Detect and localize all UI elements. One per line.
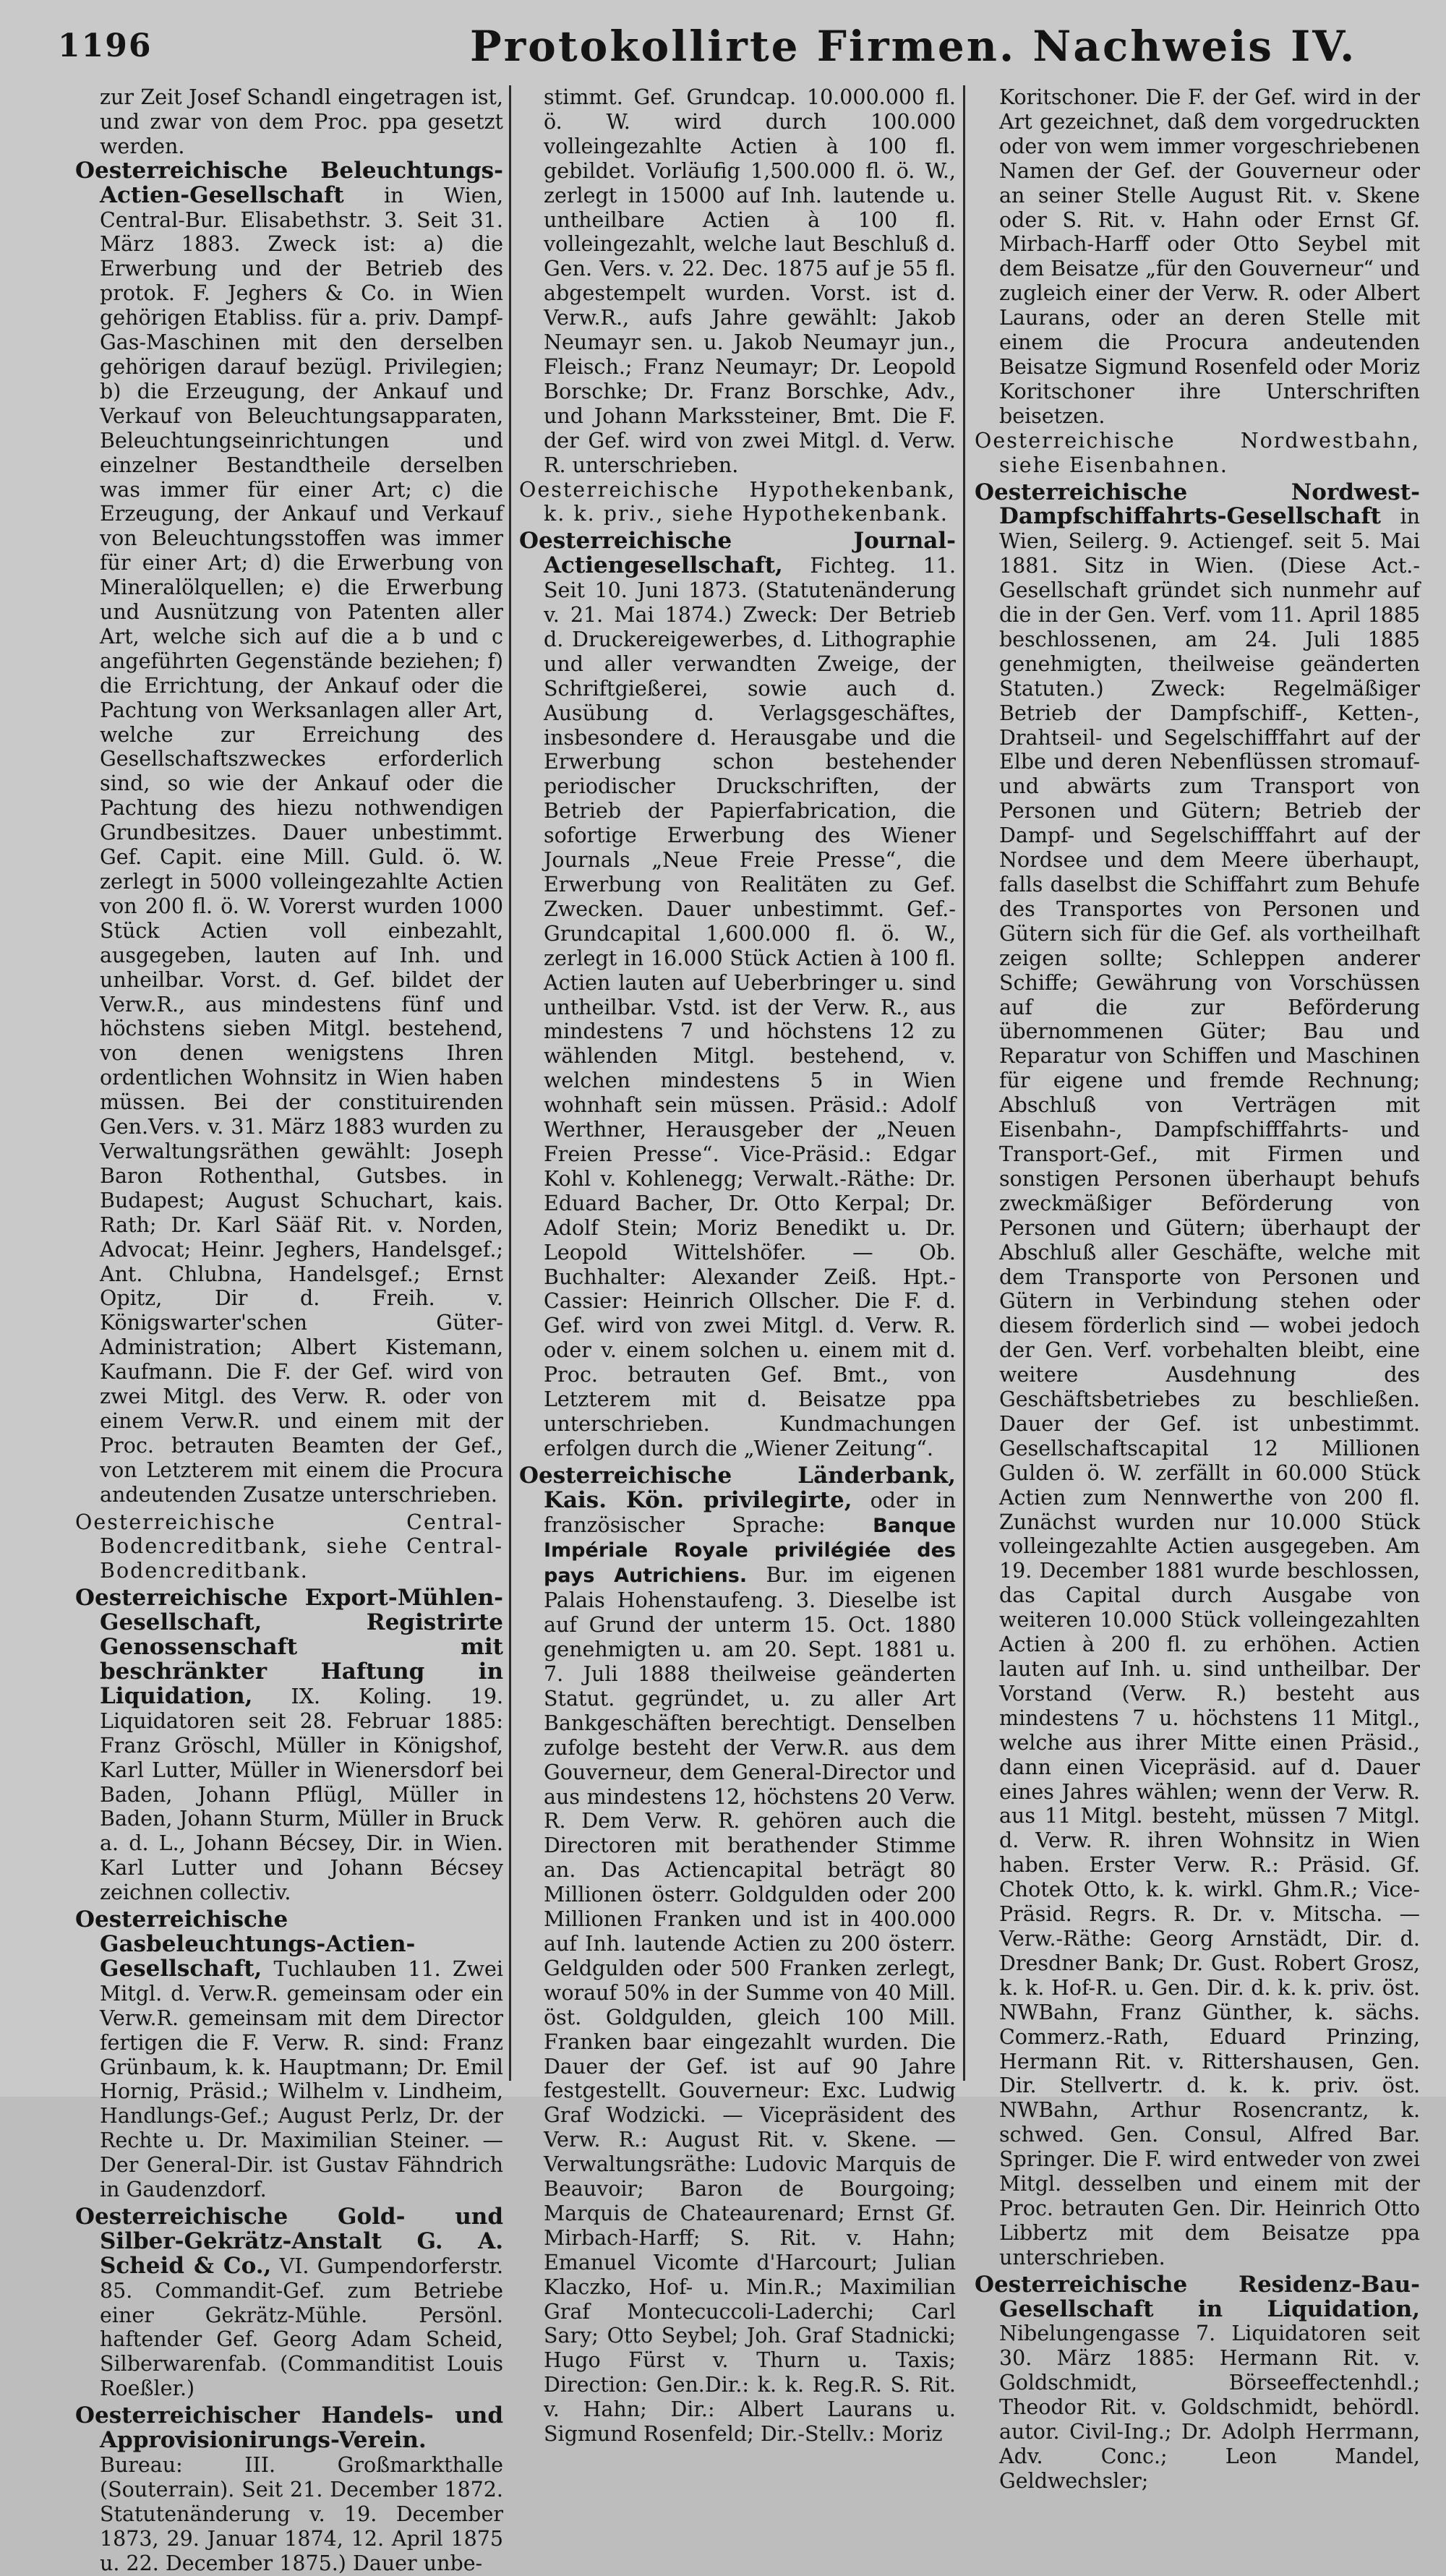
running-title: Protokollirte Firmen. Nachweis IV. <box>470 22 1357 71</box>
entry-heading: Oesterreichische Export-Mühlen-Gesellschaft, Registrirte Genossenschaft mit beschränkter Haftung in Liquidation, <box>75 1585 503 1709</box>
entry-central-bodencreditbank: Oesterreichische Central-Bodencreditbank, siehe Central-Bodencreditbank. <box>75 1510 503 1583</box>
entry-heading: Oesterreichische Residenz-Bau-Gesellschaft in Liquidation, <box>975 2271 1420 2322</box>
entry-residenz-bau-gesellschaft <box>975 2273 1420 2494</box>
column-2 <box>519 85 957 2447</box>
entry-heading: Oesterreichische Gasbeleuchtungs-Actien-Gesellschaft, <box>75 1907 416 1982</box>
entry-heading: Oesterreichische Nordwest-Dampfschiffahrts-Gesellschaft <box>975 479 1420 530</box>
column-rule-right <box>963 85 965 2081</box>
continued-text: Koritschoner. Die F. der Gef. wird in der Art gezeichnet, daß dem vorgedruckten oder von wem immer vorgeschriebenen Namen der Gef. der Gouverneur oder an seiner Stelle August Rit. v. Skene oder S. Rit. v. Hahn oder Ernst Gf. Mirbach-Harff oder Otto Seybel mit dem Beisatze „für den Gouverneur“ und zugleich einer der Verw. R. oder Albert Laurans, oder an deren Stelle mit einem die Procura andeutenden Beisatze Sigmund Rosenfeld oder Moriz Koritschoner ihre Unterschriften beisetzen. <box>999 85 1420 428</box>
entry-subtext: oder in französischer Sprache: <box>544 1488 957 1537</box>
entry-heading: Oesterreichischer Handels- und Approvisionirungs-Verein. <box>75 2402 503 2454</box>
entry-heading: Oesterreichische Beleuchtungs-Actien-Gesellschaft <box>75 157 503 208</box>
entry-heading: Oesterreichische Länderbank, Kais. Kön. privilegirte, <box>519 1462 956 1513</box>
entry-handels-approvisionirungs-verein <box>75 2404 503 2575</box>
entry-nordwest-dampfschiffahrts-gesellschaft <box>975 481 1420 2270</box>
entry-nordwestbahn: Oesterreichische Nordwestbahn, siehe Eisenbahnen. <box>975 428 1420 477</box>
page-header <box>51 22 1424 80</box>
entry-french-name: Banque Impériale Royale privilégiée des pays Autrichiens. <box>544 1514 957 1588</box>
entry-gasbeleuchtungs-actien-gesellschaft <box>75 1908 503 2202</box>
entry-text: Fichteg. 11. Seit 10. Juni 1873. (Statutenänderung v. 21. Mai 1874.) Zweck: Der Betrieb d. Druckereigewerbes, d. Lithographie und aller verwandten Zweige, der Schriftgießerei, sowie auch d. Ausübung d. Verlagsgeschäftes, insbesondere d. Herausgabe und die Erwerbung schon bestehender periodischer Druckschriften, der Betrieb der Papierfabrication, die sofortige Erwerbung des Wiener Journals „Neue Freie Presse“, die Erwerbung von Realitäten zu Gef. Zwecken. Dauer unbestimmt. Gef.-Grundcapital 1,600.000 fl. ö. W., zerlegt in 16.000 Stück Actien à 100 fl. Actien lauten auf Ueberbringer u. sind untheilbar. Vstd. ist der Verw. R., aus mindestens 7 und höchstens 12 zu wählenden Mitgl. bestehend, v. welchen mindestens 5 in Wien wohnhaft sein müssen. Präsid.: Adolf Werthner, Herausgeber der „Neuen Freien Presse“. Vice-Präsid.: Edgar Kohl v. Kohlenegg; Verwalt.-Räthe: Dr. Eduard Bacher, Dr. Otto Kerpal; Dr. Adolf Stein; Moriz Benedikt u. Dr. Leopold Wittelshöfer. — Ob. Buchhalter: Alexander Zeiß. Hpt.-Cassier: Heinrich Ollscher. Die F. d. Gef. wird von zwei Mitgl. d. Verw. R. oder v. einem solchen u. einem mit d. Proc. betrauten Gef. Bmt., von Letzterem mit d. Beisatze ppa unterschrieben. Kundmachungen erfolgen durch die „Wiener Zeitung“. <box>544 554 957 1460</box>
entry-text: Nibelungengasse 7. Liquidatoren seit 30. März 1885: Hermann Rit. v. Goldschmidt, Börseeffectenhdl.; Theodor Rit. v. Goldschmidt, behördl. autor. Civil-Ing.; Dr. Adolph Herrmann, Adv. Conc.; Leon Mandel, Geldwechsler; <box>999 2322 1420 2493</box>
entry-text: Tuchlauben 11. Zwei Mitgl. d. Verw.R. gemeinsam oder ein Verw.R. gemeinsam mit dem Director fertigen die F. Verw. R. sind: Franz Grünbaum, k. k. Hauptmann; Dr. Emil Hornig, Präsid.; Wilhelm v. Lindheim, Handlungs-Gef.; August Perlz, Dr. der Rechte u. Dr. Maximilian Steiner. — Der General-Dir. ist Gustav Fähndrich in Gaudenzdorf. <box>100 1956 503 2202</box>
entry-text: Bur. im eigenen Palais Hohenstaufeng. 3. Dieselbe ist auf Grund der unterm 15. Oct. 1880 genehmigten u. am 20. Sept. 1881 u. 7. Juli 1888 theilweise geänderten Statut. gegründet, u. zu aller Art Bankgeschäften berechtigt. Denselben zufolge besteht der Verw.R. aus dem Gouverneur, dem General-Director und aus mindestens 12, höchstens 20 Verw. R. Dem Verw. R. gehören auch die Directoren mit berathender Stimme an. Das Actiencapital beträgt 80 Millionen österr. Goldgulden oder 200 Millionen Franken und ist in 400.000 auf Inh. lautende Actien zu 200 österr. Geldgulden oder 500 Franken zerlegt, worauf 50% in der Summe von 40 Mill. öst. Goldgulden, gleich 100 Mill. Franken baar eingezahlt wurden. Die Dauer der Gef. ist auf 90 Jahre festgestellt. Gouverneur: Exc. Ludwig Graf Wodzicki. — Vicepräsident des Verw. R.: August Rit. v. Skene. — Verwaltungsräthe: Ludovic Marquis de Beauvoir; Baron de Bourgoing; Marquis de Chateaurenard; Ernst Gf. Mirbach-Harff; S. Rit. v. Hahn; Emanuel Vicomte d'Harcourt; Julian Klaczko, Hof- u. Min.R.; Maximilian Graf Montecuccoli-Laderchi; Carl Sary; Otto Seybel; Joh. Graf Stadnicki; Hugo Fürst v. Thurn u. Taxis; Direction: Gen.Dir.: k. k. Reg.R. S. Rit. v. Hahn; Dir.: Albert Laurans u. Sigmund Rosenfeld; Dir.-Stellv.: Moriz <box>544 1563 957 2447</box>
entry-gold-silber-gekraetz-anstalt <box>75 2205 503 2401</box>
entry-heading: Oesterreichische Journal-Actiengesellschaft, <box>519 528 956 579</box>
entry-export-muehlen-gesellschaft <box>75 1586 503 1905</box>
entry-journal-actiengesellschaft <box>519 529 956 1460</box>
entry-text: in Wien, Central-Bur. Elisabethstr. 3. Seit 31. März 1883. Zweck ist: a) die Erwerbung und der Betrieb des protok. F. Jeghers & Co. in Wien gehörigen Etabliss. für a. priv. Dampf-Gas-Maschinen mit den derselben gehörigen darauf bezügl. Privilegien; b) die Erzeugung, der Ankauf und Verkauf von Beleuchtungsapparaten, Beleuchtungseinrichtungen und einzelner Bestandtheile derselben was immer für einer Art; c) die Erzeugung, der Ankauf und Verkauf von Beleuchtungsstoffen was immer für einer Art; d) die Erwerbung von Mineralölquellen; e) die Erwerbung und Ausnützung von Patenten aller Art, welche sich auf die a b und c angeführten Gegenstände beziehen; f) die Errichtung, der Ankauf oder die Pachtung von Werksanlagen aller Art, welche zur Erreichung des Gesellschaftszweckes erforderlich sind, so wie der Ankauf oder die Pachtung des hiezu nothwendigen Grundbesitzes. Dauer unbestimmt. Gef. Capit. eine Mill. Guld. ö. W. zerlegt in 5000 volleingezahlte Actien von 200 fl. ö. W. Vorerst wurden 1000 Stück Actien voll einbezahlt, ausgegeben, lauten auf Inh. und unheilbar. Vorst. d. Gef. bildet der Verw.R., aus mindestens fünf und höchstens sieben Mitgl. bestehend, von denen wenigstens Ihren ordentlichen Wohnsitz in Wien haben müssen. Bei der constituirenden Gen.Vers. v. 31. März 1883 wurden zu Verwaltungsräthen gewählt: Joseph Baron Rothenthal, Gutsbes. in Budapest; August Schuchart, kais. Rath; Dr. Karl Sääf Rit. v. Norden, Advocat; Heinr. Jeghers, Handelsgef.; Ant. Chlubna, Handelsgef.; Ernst Opitz, Dir d. Freih. v. Königswarter'schen Güter-Administration; Albert Kistemann, Kaufmann. Die F. der Gef. wird von zwei Mitgl. des Verw. R. oder von einem Verw.R. und einem mit der Proc. betrauten Beamten der Gef., von Letzterem mit einem die Procura andeutenden Zusatze unterschrieben. <box>100 183 503 1507</box>
entry-text: Bureau: III. Großmarkthalle (Souterrain). Seit 21. December 1872. Statutenänderung v. 19. December 1873, 29. Januar 1874, 12. April 1875 u. 22. December 1875.) Dauer unbe- <box>100 2453 503 2575</box>
page-number: 1196 <box>58 27 153 64</box>
entry-text: in Wien, Seilerg. 9. Actiengef. seit 5. Mai 1881. Sitz in Wien. (Diese Act.-Gesellschaft gründet sich nunmehr auf die in der Gen. Verf. vom 11. April 1885 beschlossenen, am 24. Juli 1885 genehmigten, theilweise geänderten Statuten.) Zweck: Regelmäßiger Betrieb der Dampfschiff-, Ketten-, Drahtseil- und Segelschifffahrt auf der Elbe und deren Nebenflüssen stromauf- und abwärts zum Transport von Personen und Gütern; Betrieb der Dampf- und Segelschifffahrt auf der Nordsee und dem Meere überhaupt, falls daselbst die Schiffahrt zum Behufe des Transportes von Personen und Gütern sich für die Gef. als vortheilhaft zeigen sollte; Schleppen anderer Schiffe; Gewährung von Vorschüssen auf die zur Beförderung übernommenen Güter; Bau und Reparatur von Schiffen und Maschinen für eigene und fremde Rechnung; Abschluß von Verträgen mit Eisenbahn-, Dampfschifffahrts- und Transport-Gef., mit Firmen und sonstigen Personen überhaupt behufs zweckmäßiger Beförderung von Personen und Gütern; überhaupt der Abschluß aller Geschäfte, welche mit dem Transporte von Personen und Gütern in Verbindung stehen oder diesem förderlich sind — wobei jedoch der Gen. Verf. vorbehalten bleibt, eine weitere Ausdehnung des Geschäftsbetriebes zu beschließen. Dauer der Gef. ist unbestimmt. Gesellschaftscapital 12 Millionen Gulden ö. W. zerfällt in 60.000 Stück Actien zum Nennwerthe von 200 fl. Zunächst wurden nur 10.000 Stück volleingezahlte Actien ausgegeben. Am 19. December 1881 wurde beschlossen, das Capital durch Ausgabe von weiteren 10.000 Stück volleingezahlten Actien à 200 fl. zu erhöhen. Actien lauten auf Inh. u. sind untheilbar. Der Vorstand (Verw. R.) besteht aus mindestens 7 u. höchstens 11 Mitgl., welche aus ihrer Mitte einen Präsid., dann einen Vicepräsid. auf d. Dauer eines Jahres wählen; wenn der Verw. R. aus 11 Mitgl. besteht, müssen 7 Mitgl. d. Verw. R. ihren Wohnsitz in Wien haben. Erster Verw. R.: Präsid. Gf. Chotek Otto, k. k. wirkl. Ghm.R.; Vice-Präsid. Regrs. R. Dr. v. Mitscha. — Verw.-Räthe: Georg Arnstädt, Dir. d. Dresdner Bank; Dr. Gust. Robert Grosz, k. k. Hof-R. u. Gen. Dir. d. k. k. priv. öst. NWBahn, Franz Günther, k. sächs. Commerz.-Rath, Eduard Prinzing, Hermann Rit. v. Rittershausen, Gen. Dir. Stellvertr. d. k. k. priv. öst. NWBahn, Arthur Rosencrantz, k. schwed. Gen. Consul, Alfred Bar. Springer. Die F. wird entweder von zwei Mitgl. desselben und einem mit der Proc. betrauten Gen. Dir. Heinrich Otto Libbertz mit dem Beisatze ppa unterschrieben. <box>999 505 1420 2269</box>
continued-text: stimmt. Gef. Grundcap. 10.000.000 fl. ö. W. wird durch 100.000 volleingezahlte Actien à 100 fl. gebildet. Vorläufig 1,500.000 fl. ö. W., zerlegt in 15000 auf Inh. lautende u. untheilbare Actien à 100 fl. volleingezahlt, welche laut Beschluß d. Gen. Vers. v. 22. Dec. 1875 auf je 55 fl. abgestempelt wurden. Vorst. ist d. Verw.R., aufs Jahre gewählt: Jakob Neumayr sen. u. Jakob Neumayr jun., Fleisch.; Franz Neumayr; Dr. Leopold Borschke; Dr. Franz Borschke, Adv., und Johann Markssteiner, Bmt. Die F. der Gef. wird von zwei Mitgl. d. Verw. R. unterschrieben. <box>544 85 956 477</box>
entry-hypothekenbank: Oesterreichische Hypothekenbank, k. k. priv., siehe Hypothekenbank. <box>519 477 956 526</box>
continued-text: zur Zeit Josef Schandl eingetragen ist, und zwar von dem Proc. ppa gesetzt werden. <box>100 85 503 158</box>
column-3 <box>975 85 1420 2493</box>
column-1 <box>75 85 504 2575</box>
entry-text: IX. Koling. 19. Liquidatoren seit 28. Februar 1885: Franz Gröschl, Müller in Königshof, Karl Lutter, Müller in Wienersdorf bei Baden, Johann Pflügl, Müller in Baden, Johann Sturm, Müller in Bruck a. d. L., Johann Bécsey, Dir. in Wien. Karl Lutter und Johann Bécsey zeichnen collectiv. <box>100 1684 504 1905</box>
entry-heading: Oesterreichische Gold- und Silber-Gekrätz-Anstalt G. A. Scheid & Co., <box>75 2203 503 2279</box>
entry-text: VI. Gumpendorferstr. 85. Commandit-Gef. zum Betriebe einer Gekrätz-Mühle. Persönl. haftender Gef. Georg Adam Scheid, Silberwarenfab. (Commanditist Louis Roeßler.) <box>100 2254 504 2401</box>
column-rule-left <box>509 85 511 2081</box>
entry-laenderbank <box>519 1464 956 2447</box>
entry-beleuchtungs-actien-gesellschaft <box>75 159 503 1507</box>
